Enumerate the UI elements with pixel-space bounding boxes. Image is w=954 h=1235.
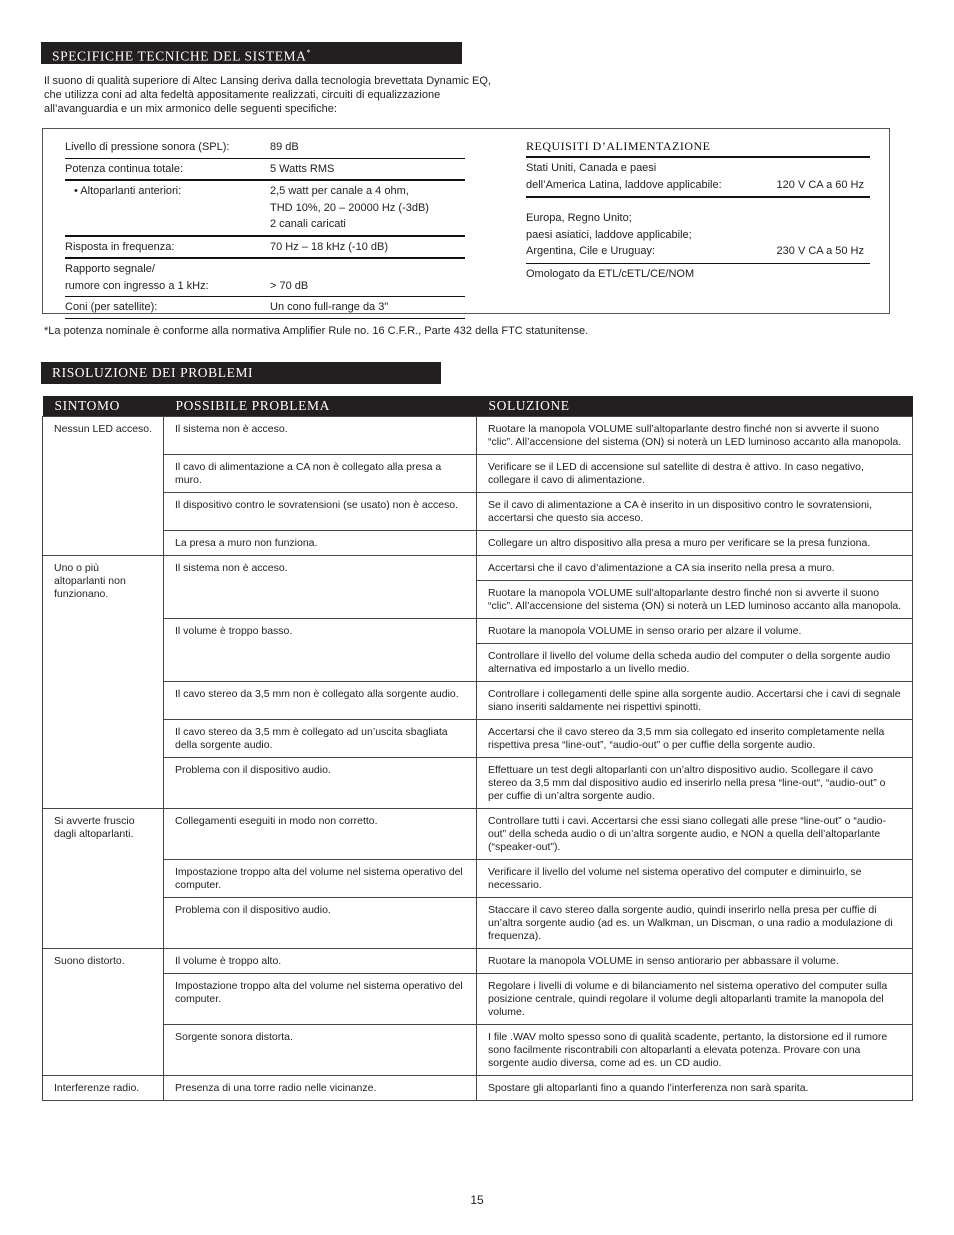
- specs-footnote: *La potenza nominale è conforme alla normativa Amplifier Rule no. 16 C.F.R., Parte 432 della FTC statunitense.: [44, 325, 589, 337]
- power-region: [526, 210, 692, 260]
- spec-label: [65, 258, 270, 297]
- spec-label: • Altoparlanti anteriori:: [65, 180, 270, 236]
- table-row: [43, 1076, 913, 1101]
- table-row: [43, 974, 913, 1025]
- solution-cell: Ruotare la manopola VOLUME sull’altoparlante destro finché non si avverte il suono “clic”. All’accensione del sistema (ON) si noterà un LED luminoso accanto alla manopola.: [477, 417, 913, 455]
- column-header-symptom: SINTOMO: [43, 396, 164, 417]
- column-header-problem: POSSIBILE PROBLEMA: [164, 396, 477, 417]
- solution-cell: Ruotare la manopola VOLUME sull’altoparlante destro finché non si avverte il suono “clic”. All’accensione del sistema (ON) si noterà un LED luminoso accanto alla manopola.: [477, 581, 913, 619]
- power-region: [526, 160, 722, 193]
- table-row: [43, 556, 913, 581]
- solution-cell: Effettuare un test degli altoparlanti con un’altro dispositivo audio. Scollegare il cavo stereo da 3,5 mm dal dispositivo audio ed inserirlo nella presa “line-out“, “audio-out” o per cuffie di un’altra sorgente audio.: [477, 758, 913, 809]
- spec-label: Risposta in frequenza:: [65, 236, 270, 259]
- problem-cell: Il volume è troppo alto.: [164, 949, 477, 974]
- table-row: [43, 860, 913, 898]
- troubleshooting-table: [42, 396, 913, 1101]
- spec-value: Un cono full-range da 3": [270, 297, 465, 319]
- spec-value: 89 dB: [270, 137, 465, 158]
- spec-label: Coni (per satellite):: [65, 297, 270, 319]
- spec-row: [65, 297, 465, 319]
- problem-cell: Il cavo stereo da 3,5 mm è collegato ad un’uscita sbagliata della sorgente audio.: [164, 720, 477, 758]
- table-row: [43, 758, 913, 809]
- power-region-line: paesi asiatici, laddove applicabile;: [526, 228, 692, 241]
- spec-value-line: THD 10%, 20 – 20000 Hz (-3dB): [270, 201, 429, 214]
- specs-heading-mark: *: [306, 48, 312, 57]
- problem-cell: La presa a muro non funziona.: [164, 531, 477, 556]
- specs-heading-text: SPECIFICHE TECNICHE DEL SISTEMA: [52, 48, 307, 64]
- solution-cell: Verificare se il LED di accensione sul satellite di destra è attivo. In caso negativo, collegare il cavo di alimentazione.: [477, 455, 913, 493]
- spec-row: [65, 236, 465, 259]
- problem-cell: Il cavo stereo da 3,5 mm non è collegato alla sorgente audio.: [164, 682, 477, 720]
- spec-row: [65, 180, 465, 236]
- solution-cell: Ruotare la manopola VOLUME in senso orario per alzare il volume.: [477, 619, 913, 644]
- symptom-cell: Suono distorto.: [43, 949, 164, 1076]
- solution-cell: Accertarsi che il cavo d’alimentazione a CA sia inserito nella presa a muro.: [477, 556, 913, 581]
- spec-label: Potenza continua totale:: [65, 158, 270, 180]
- specs-heading: [41, 42, 462, 64]
- spec-value-line: 2,5 watt per canale a 4 ohm,: [270, 185, 409, 197]
- power-region-line: Stati Uniti, Canada e paesi: [526, 162, 657, 174]
- solution-cell: I file .WAV molto spesso sono di qualità scadente, pertanto, la distorsione ed il rumore sono facilmente riscontrabili con altoparlanti a elevata potenza. Provare con una sorgente audio diversa, come ad es. un CD audio.: [477, 1025, 913, 1076]
- solution-cell: Verificare il livello del volume nel sistema operativo del computer e diminuirlo, se necessario.: [477, 860, 913, 898]
- spec-label: Livello di pressione sonora (SPL):: [65, 137, 270, 158]
- table-row: [43, 493, 913, 531]
- solution-cell: Collegare un altro dispositivo alla presa a muro per verificare se la presa funziona.: [477, 531, 913, 556]
- power-requirements: [526, 139, 870, 282]
- troubleshooting-heading: RISOLUZIONE DEI PROBLEMI: [41, 362, 441, 384]
- table-row: [43, 898, 913, 949]
- table-row: [43, 809, 913, 860]
- spec-label-line: rumore con ingresso a 1 kHz:: [65, 279, 209, 292]
- spec-value-line: 2 canali caricati: [270, 218, 346, 230]
- spec-value: 5 Watts RMS: [270, 158, 465, 180]
- table-row: [43, 455, 913, 493]
- symptom-cell: Nessun LED acceso.: [43, 417, 164, 556]
- page-number: 15: [470, 1193, 484, 1207]
- spec-label-line: Rapporto segnale/: [65, 263, 155, 275]
- problem-cell: Il sistema non è acceso.: [164, 417, 477, 455]
- table-row: [43, 1025, 913, 1076]
- symptom-cell: Interferenze radio.: [43, 1076, 164, 1101]
- solution-cell: Se il cavo di alimentazione a CA è inserito in un dispositivo contro le sovratensioni, accertarsi che questo sia acceso.: [477, 493, 913, 531]
- column-header-solution: SOLUZIONE: [477, 396, 913, 417]
- problem-cell: Presenza di una torre radio nelle vicinanze.: [164, 1076, 477, 1101]
- solution-cell: Controllare tutti i cavi. Accertarsi che essi siano collegati alle prese “line-out” o “audio-out” della scheda audio o di un’altra sorgente audio, e NON a quella dell’altoparlante (“speaker-out”).: [477, 809, 913, 860]
- power-value: 120 V CA a 60 Hz: [776, 178, 864, 191]
- problem-cell: Problema con il dispositivo audio.: [164, 898, 477, 949]
- table-row: [43, 619, 913, 644]
- symptom-cell: Uno o più altoparlanti non funzionano.: [43, 556, 164, 809]
- specs-box: [42, 128, 890, 314]
- specs-intro: Il suono di qualità superiore di Altec Lansing deriva dalla tecnologia brevettata Dynamic EQ, che utilizza coni ad alta fedeltà appositamente realizzati, circuiti di equalizzazione all’avanguardia e un mix armonico delle seguenti specifiche:: [44, 75, 491, 115]
- power-region-line: dell’America Latina, laddove applicabile:: [526, 178, 722, 191]
- power-title: REQUISITI D’ALIMENTAZIONE: [526, 139, 870, 158]
- solution-cell: Regolare i livelli di volume e di bilanciamento nel sistema operativo del computer sulla posizione centrale, quindi regolare il volume degli altoparlanti tramite la manopola del volume.: [477, 974, 913, 1025]
- problem-cell: Impostazione troppo alta del volume nel sistema operativo del computer.: [164, 974, 477, 1025]
- spec-row: [65, 158, 465, 180]
- table-row: [43, 720, 913, 758]
- spec-value: > 70 dB: [270, 258, 465, 297]
- power-row: [526, 158, 870, 198]
- problem-cell: Il sistema non è acceso.: [164, 556, 477, 619]
- solution-cell: Spostare gli altoparlanti fino a quando l’interferenza non sarà sparita.: [477, 1076, 913, 1101]
- power-value: 230 V CA a 50 Hz: [776, 245, 864, 257]
- solution-cell: Accertarsi che il cavo stereo da 3,5 mm sia collegato ed inserito completamente nella rispettiva presa “line-out”, “audio-out” o per cuffie della sorgente audio.: [477, 720, 913, 758]
- solution-cell: Ruotare la manopola VOLUME in senso antiorario per abbassare il volume.: [477, 949, 913, 974]
- power-row: [526, 210, 870, 264]
- table-row: [43, 531, 913, 556]
- symptom-cell: Si avverte fruscio dagli altoparlanti.: [43, 809, 164, 949]
- spec-row: [65, 258, 465, 297]
- spec-value: [270, 180, 465, 236]
- power-region-line: Argentina, Cile e Uruguay:: [526, 245, 656, 257]
- table-row: [43, 949, 913, 974]
- solution-cell: Staccare il cavo stereo dalla sorgente audio, quindi inserirlo nella presa per cuffie di un’altra sorgente audio (ad es. un Walkman, un Discman, o una radio a modulazione di frequenza).: [477, 898, 913, 949]
- problem-cell: Il cavo di alimentazione a CA non è collegato alla presa a muro.: [164, 455, 477, 493]
- problem-cell: Problema con il dispositivo audio.: [164, 758, 477, 809]
- solution-cell: Controllare i collegamenti delle spine alla sorgente audio. Accertarsi che i cavi di segnale siano inseriti saldamente nei rispettivi spinotti.: [477, 682, 913, 720]
- table-header-row: [43, 396, 913, 417]
- problem-cell: Collegamenti eseguiti in modo non corretto.: [164, 809, 477, 860]
- problem-cell: Il volume è troppo basso.: [164, 619, 477, 682]
- power-region-line: Europa, Regno Unito;: [526, 212, 632, 224]
- problem-cell: Impostazione troppo alta del volume nel sistema operativo del computer.: [164, 860, 477, 898]
- solution-cell: Controllare il livello del volume della scheda audio del computer o della sorgente audio alternativa ed impostarlo a un livello medio.: [477, 644, 913, 682]
- spec-row: [65, 137, 465, 158]
- problem-cell: Il dispositivo contro le sovratensioni (se usato) non è acceso.: [164, 493, 477, 531]
- spec-value: 70 Hz – 18 kHz (-10 dB): [270, 236, 465, 259]
- power-certification: Omologato da ETL/cETL/CE/NOM: [526, 267, 695, 280]
- specs-table: [65, 137, 465, 319]
- troubleshooting-body: [43, 417, 913, 1101]
- problem-cell: Sorgente sonora distorta.: [164, 1025, 477, 1076]
- table-row: [43, 682, 913, 720]
- table-row: [43, 417, 913, 455]
